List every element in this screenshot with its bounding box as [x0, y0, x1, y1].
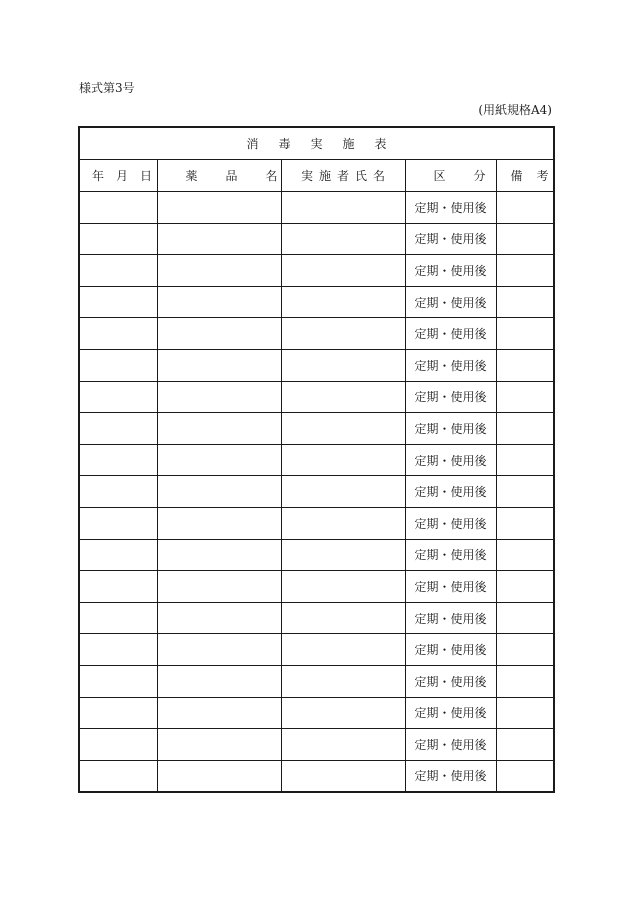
cell-drug-name — [157, 539, 281, 571]
cell-drug-name — [157, 381, 281, 413]
cell-person-name — [281, 286, 405, 318]
cell-person-name — [281, 539, 405, 571]
cell-notes — [496, 192, 554, 224]
cell-drug-name — [157, 571, 281, 603]
cell-drug-name — [157, 760, 281, 792]
cell-category: 定期・使用後 — [405, 602, 496, 634]
header-drug-name: 薬品名 — [157, 160, 281, 192]
table-row — [79, 665, 554, 697]
cell-notes — [496, 729, 554, 761]
cell-category: 定期・使用後 — [405, 539, 496, 571]
cell-person-name — [281, 665, 405, 697]
cell-drug-name — [157, 665, 281, 697]
cell-date — [79, 413, 157, 445]
cell-category: 定期・使用後 — [405, 571, 496, 603]
cell-drug-name — [157, 223, 281, 255]
cell-date — [79, 318, 157, 350]
cell-date — [79, 223, 157, 255]
cell-date — [79, 729, 157, 761]
cell-category: 定期・使用後 — [405, 729, 496, 761]
cell-date — [79, 665, 157, 697]
cell-drug-name — [157, 602, 281, 634]
cell-drug-name — [157, 318, 281, 350]
cell-person-name — [281, 571, 405, 603]
cell-category: 定期・使用後 — [405, 223, 496, 255]
form-number: 様式第3号 — [79, 81, 135, 95]
table-row — [79, 286, 554, 318]
table-row — [79, 571, 554, 603]
cell-category: 定期・使用後 — [405, 318, 496, 350]
cell-notes — [496, 381, 554, 413]
cell-category: 定期・使用後 — [405, 381, 496, 413]
cell-person-name — [281, 476, 405, 508]
cell-notes — [496, 349, 554, 381]
cell-person-name — [281, 413, 405, 445]
cell-category: 定期・使用後 — [405, 476, 496, 508]
cell-date — [79, 697, 157, 729]
cell-notes — [496, 223, 554, 255]
table-row — [79, 381, 554, 413]
cell-notes — [496, 634, 554, 666]
cell-drug-name — [157, 413, 281, 445]
table-row — [79, 255, 554, 287]
cell-person-name — [281, 444, 405, 476]
cell-date — [79, 507, 157, 539]
cell-drug-name — [157, 349, 281, 381]
table-title-row — [79, 127, 554, 160]
table-header-row — [79, 160, 554, 192]
cell-drug-name — [157, 697, 281, 729]
cell-date — [79, 349, 157, 381]
cell-category: 定期・使用後 — [405, 507, 496, 539]
header-date: 年月日 — [79, 160, 157, 192]
cell-notes — [496, 444, 554, 476]
table-row — [79, 602, 554, 634]
cell-person-name — [281, 697, 405, 729]
cell-drug-name — [157, 507, 281, 539]
cell-person-name — [281, 349, 405, 381]
cell-person-name — [281, 602, 405, 634]
cell-notes — [496, 255, 554, 287]
header-notes: 備考 — [496, 160, 554, 192]
table-row — [79, 634, 554, 666]
cell-notes — [496, 602, 554, 634]
cell-date — [79, 444, 157, 476]
cell-person-name — [281, 507, 405, 539]
cell-date — [79, 602, 157, 634]
cell-date — [79, 571, 157, 603]
paper-size-note: (用紙規格A4) — [478, 103, 552, 117]
cell-category: 定期・使用後 — [405, 286, 496, 318]
cell-drug-name — [157, 729, 281, 761]
cell-category: 定期・使用後 — [405, 697, 496, 729]
table-row — [79, 539, 554, 571]
table-row — [79, 192, 554, 224]
cell-drug-name — [157, 286, 281, 318]
cell-category: 定期・使用後 — [405, 634, 496, 666]
cell-notes — [496, 318, 554, 350]
cell-person-name — [281, 729, 405, 761]
table-row — [79, 729, 554, 761]
cell-notes — [496, 507, 554, 539]
table-row — [79, 413, 554, 445]
table-row — [79, 697, 554, 729]
cell-date — [79, 476, 157, 508]
table-row — [79, 223, 554, 255]
table-row — [79, 349, 554, 381]
cell-category: 定期・使用後 — [405, 255, 496, 287]
cell-date — [79, 634, 157, 666]
cell-category: 定期・使用後 — [405, 349, 496, 381]
cell-date — [79, 381, 157, 413]
cell-date — [79, 192, 157, 224]
cell-drug-name — [157, 476, 281, 508]
cell-notes — [496, 571, 554, 603]
table-body — [79, 192, 554, 793]
cell-date — [79, 539, 157, 571]
cell-notes — [496, 760, 554, 792]
disinfection-record-table — [78, 126, 563, 793]
cell-person-name — [281, 318, 405, 350]
header-person-name: 実施者氏名 — [281, 160, 405, 192]
cell-person-name — [281, 192, 405, 224]
cell-notes — [496, 697, 554, 729]
cell-notes — [496, 665, 554, 697]
cell-person-name — [281, 255, 405, 287]
cell-drug-name — [157, 634, 281, 666]
table-row — [79, 476, 554, 508]
cell-notes — [496, 413, 554, 445]
cell-category: 定期・使用後 — [405, 413, 496, 445]
table-row — [79, 444, 554, 476]
cell-person-name — [281, 381, 405, 413]
cell-category: 定期・使用後 — [405, 444, 496, 476]
cell-notes — [496, 476, 554, 508]
cell-date — [79, 760, 157, 792]
cell-person-name — [281, 760, 405, 792]
cell-drug-name — [157, 444, 281, 476]
table-row — [79, 507, 554, 539]
cell-person-name — [281, 634, 405, 666]
header-category: 区分 — [405, 160, 496, 192]
cell-category: 定期・使用後 — [405, 760, 496, 792]
cell-notes — [496, 286, 554, 318]
cell-drug-name — [157, 192, 281, 224]
cell-category: 定期・使用後 — [405, 665, 496, 697]
table-row — [79, 760, 554, 792]
cell-notes — [496, 539, 554, 571]
table-row — [79, 318, 554, 350]
cell-category: 定期・使用後 — [405, 192, 496, 224]
cell-date — [79, 255, 157, 287]
cell-drug-name — [157, 255, 281, 287]
cell-person-name — [281, 223, 405, 255]
cell-date — [79, 286, 157, 318]
table-title: 消毒実施表 — [79, 127, 554, 160]
